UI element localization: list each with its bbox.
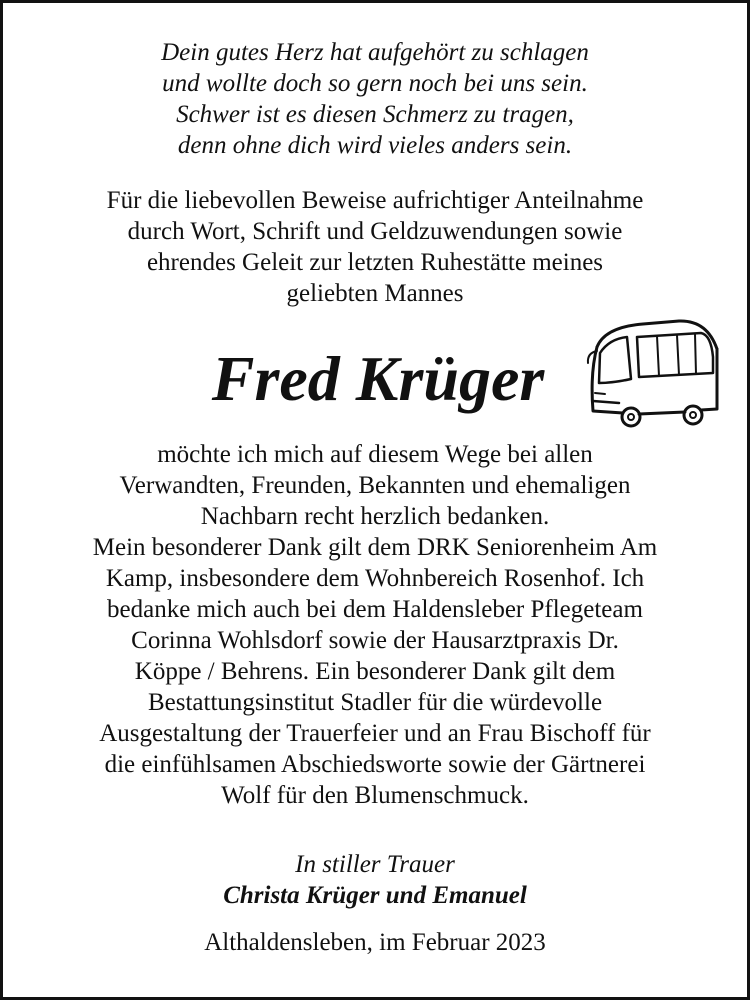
body-line: Bestattungsinstitut Stadler für die würdevolle [147, 689, 603, 716]
thanks-body [23, 439, 727, 811]
mourning-phrase: In stiller Trauer [295, 851, 455, 878]
body-line: möchte ich mich auf diesem Wege bei allen [157, 441, 593, 468]
signers: Christa Krüger und Emanuel [223, 882, 527, 909]
intro-line: Für die liebevollen Beweise aufrichtiger Anteilnahme [106, 187, 644, 214]
body-line: Nachbarn recht herzlich bedanken. [200, 503, 550, 530]
memorial-poem [3, 37, 747, 161]
bus-icon [583, 311, 723, 443]
intro-line: ehrendes Geleit zur letzten Ruhestätte meines [146, 249, 604, 276]
poem-line: Schwer ist es diesen Schmerz zu tragen, [176, 101, 574, 128]
closing-block [3, 849, 747, 911]
body-line: die einfühlsamen Abschiedsworte sowie der Gärtnerei [104, 751, 646, 778]
thanks-intro [23, 185, 727, 309]
intro-line: durch Wort, Schrift und Geldzuwendungen sowie [127, 218, 623, 245]
body-line: Kamp, insbesondere dem Wohnbereich Rosenhof. Ich [105, 565, 645, 592]
body-line: Verwandten, Freunden, Bekannten und ehemaligen [119, 472, 631, 499]
deceased-name: Fred Krüger [211, 343, 545, 414]
poem-line: und wollte doch so gern noch bei uns sein. [162, 70, 588, 97]
poem-line: Dein gutes Herz hat aufgehört zu schlagen [161, 39, 589, 66]
intro-line: geliebten Mannes [286, 280, 464, 307]
body-line: Köppe / Behrens. Ein besonderer Dank gilt dem [134, 658, 616, 685]
body-line: Wolf für den Blumenschmuck. [221, 782, 529, 809]
body-line: Corinna Wohlsdorf sowie der Hausarztpraxis Dr. [131, 627, 619, 654]
place-date: Althaldensleben, im Februar 2023 [204, 929, 546, 956]
body-line: Ausgestaltung der Trauerfeier und an Frau Bischoff für [99, 720, 651, 747]
body-line: bedanke mich auch bei dem Haldensleber Pflegeteam [107, 596, 643, 623]
poem-line: denn ohne dich wird vieles anders sein. [177, 132, 573, 159]
body-line: Mein besonderer Dank gilt dem DRK Seniorenheim Am [92, 534, 658, 561]
